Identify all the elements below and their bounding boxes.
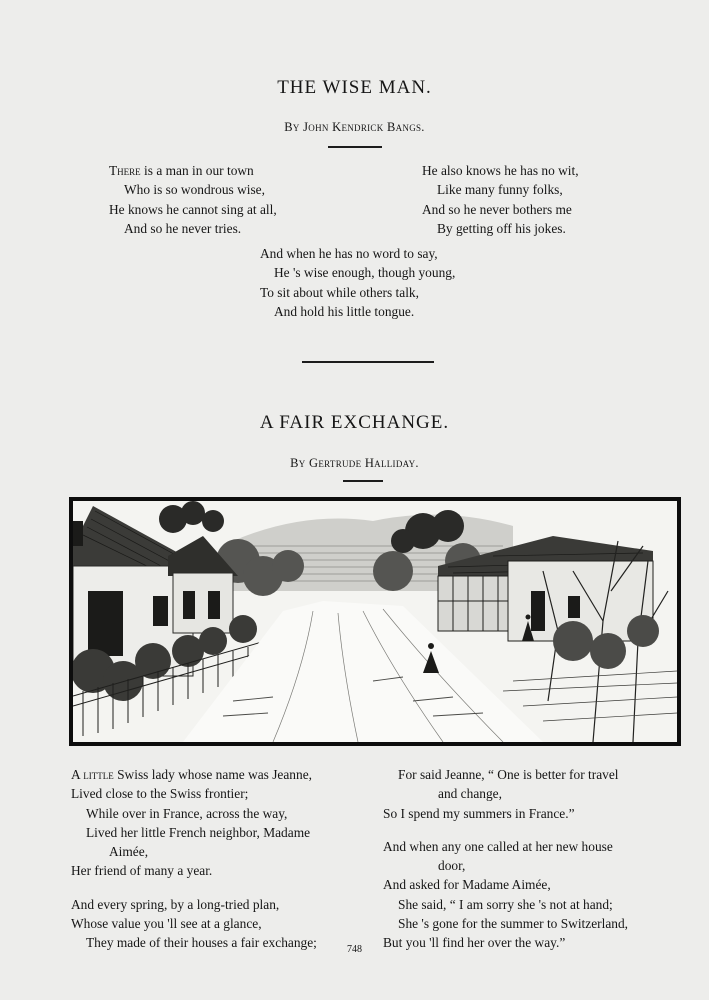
poem-line: And when any one called at her new house bbox=[383, 838, 613, 854]
poem-line: And hold his little tongue. bbox=[274, 303, 415, 319]
engraving-drawing bbox=[73, 501, 677, 742]
poem-line: And asked for Madame Aimée, bbox=[383, 877, 551, 893]
section-divider-rule bbox=[302, 361, 434, 363]
byline-prefix: By bbox=[290, 456, 306, 470]
poem-line: And so he never bothers me bbox=[422, 201, 572, 217]
poem-line: And so he never tries. bbox=[124, 220, 242, 236]
poem-line: Whose value you 'll see at a glance, bbox=[71, 916, 262, 932]
author-name: John Kendrick Bangs. bbox=[303, 120, 425, 134]
village-road-illustration bbox=[69, 497, 681, 746]
poem-left-column bbox=[71, 765, 371, 953]
poem-line: For said Jeanne, “ One is better for travel bbox=[398, 767, 619, 782]
poem-byline-bangs bbox=[0, 120, 709, 135]
poem-stanza-3 bbox=[260, 244, 455, 321]
poem-line: To sit about while others talk, bbox=[260, 284, 419, 300]
poem-line: He also knows he has no wit, bbox=[422, 163, 579, 178]
poem-line: By getting off his jokes. bbox=[437, 220, 566, 236]
poem-line: Lived her little French neighbor, Madame bbox=[86, 824, 311, 840]
short-rule bbox=[343, 480, 383, 482]
poem-line: She 's gone for the summer to Switzerland, bbox=[398, 916, 629, 932]
poem-byline-halliday bbox=[0, 456, 709, 471]
poem-line: And every spring, by a long-tried plan, bbox=[71, 896, 280, 912]
poem-line: They made of their houses a fair exchange; bbox=[86, 935, 317, 951]
page-number: 748 bbox=[347, 944, 362, 955]
poem-line: and change, bbox=[438, 786, 502, 802]
poem-line: Who is so wondrous wise, bbox=[124, 182, 265, 198]
poem-title-fair-exchange: A FAIR EXCHANGE. bbox=[259, 412, 450, 433]
short-rule bbox=[328, 146, 382, 148]
poem-line: And when he has no word to say, bbox=[260, 246, 438, 261]
poem-line: Aimée, bbox=[109, 844, 149, 860]
poem-right-column bbox=[383, 765, 683, 953]
poem-line: While over in France, across the way, bbox=[86, 805, 288, 821]
poem-line: Her friend of many a year. bbox=[71, 863, 213, 879]
byline-prefix: By bbox=[284, 120, 300, 134]
poem-line: So I spend my summers in France.” bbox=[383, 805, 575, 821]
poem-stanza-1 bbox=[109, 161, 277, 238]
poem-line: door, bbox=[438, 858, 466, 874]
poem-line: Lived close to the Swiss frontier; bbox=[71, 786, 249, 802]
poem-stanza-2 bbox=[422, 161, 579, 238]
author-name: Gertrude Halliday. bbox=[309, 456, 419, 470]
poem-line: There is a man in our town bbox=[109, 163, 254, 178]
poem-title-wise-man: THE WISE MAN. bbox=[277, 77, 432, 98]
poem-line: A little Swiss lady whose name was Jeanne, bbox=[71, 767, 312, 782]
poem-line: She said, “ I am sorry she 's not at hand; bbox=[398, 896, 613, 912]
poem-line: He 's wise enough, though young, bbox=[274, 265, 456, 281]
poem-line: He knows he cannot sing at all, bbox=[109, 201, 277, 217]
poem-line: But you 'll find her over the way.” bbox=[383, 935, 566, 951]
poem-line: Like many funny folks, bbox=[437, 182, 563, 198]
